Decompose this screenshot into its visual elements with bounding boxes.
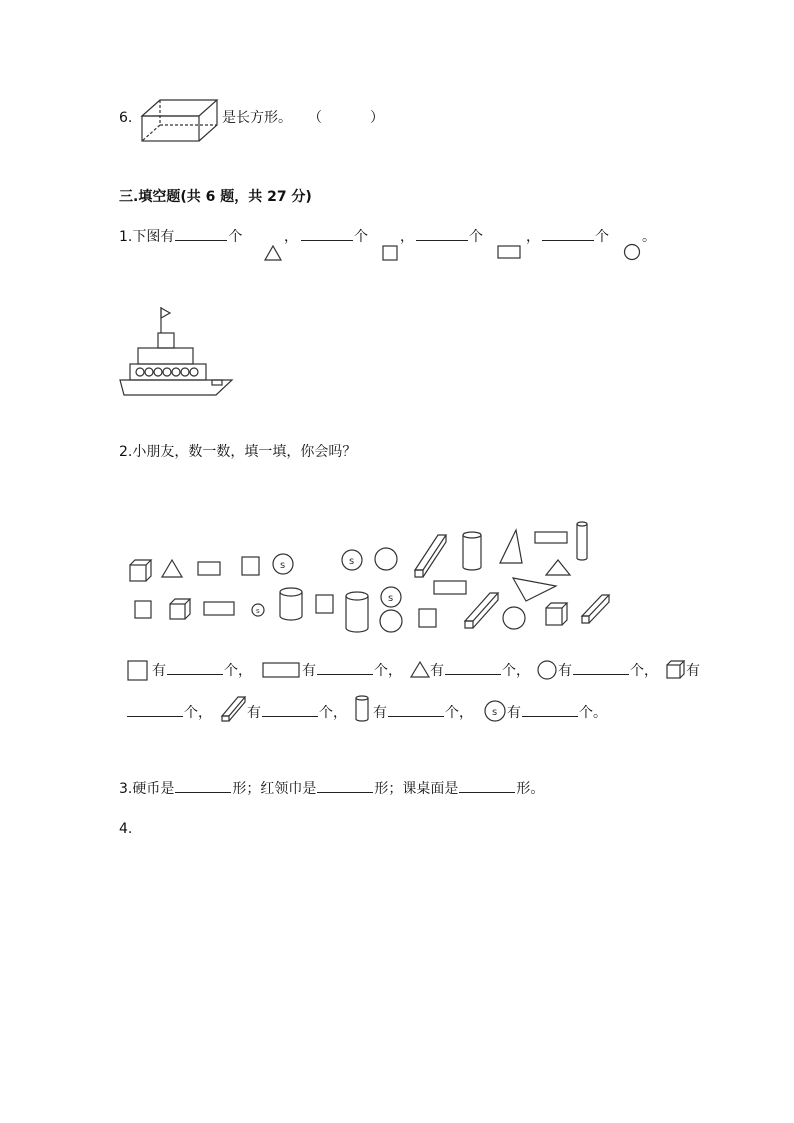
rectangle-icon <box>497 245 521 259</box>
fill1-blank-square[interactable] <box>301 228 353 241</box>
coin-3 <box>252 604 264 616</box>
coin-2 <box>342 550 362 570</box>
fill2-blank-circle[interactable] <box>573 662 629 675</box>
triangle-icon <box>264 245 282 261</box>
boat-figure <box>118 305 238 400</box>
triangle-1 <box>162 560 182 577</box>
fill3-blank-scarf[interactable] <box>317 780 373 793</box>
legend-coin-icon <box>484 700 506 722</box>
circle-icon <box>623 243 641 261</box>
svg-text:s: s <box>388 593 394 604</box>
cylinder-2 <box>577 522 587 560</box>
cylinder-3 <box>280 588 302 620</box>
fill1-blank-rectangle[interactable] <box>416 228 468 241</box>
cylinder-1 <box>463 532 481 570</box>
rectangle-1 <box>198 562 220 575</box>
fill3-blank-coin[interactable] <box>175 780 231 793</box>
square-icon <box>382 245 398 261</box>
q6-number: 6. <box>119 110 133 126</box>
cylinder-4 <box>346 592 368 632</box>
square-2 <box>135 601 151 618</box>
fill2-blank-cube[interactable] <box>127 704 183 717</box>
legend-circle-icon <box>537 660 557 680</box>
circle-1 <box>375 548 397 570</box>
fill3-line: 3.硬币是 形；红领巾是 形；课桌面是 形。 <box>119 781 545 797</box>
triangle-3 <box>546 560 570 575</box>
long-prism-1 <box>415 535 446 577</box>
square-3 <box>316 595 333 613</box>
cuboid-figure <box>140 98 220 144</box>
fill3-blank-desk[interactable] <box>459 780 515 793</box>
cube-2 <box>170 599 190 619</box>
long-prism-2 <box>465 593 498 628</box>
legend-rectangle-icon <box>262 662 300 678</box>
svg-text:s: s <box>492 707 498 718</box>
fill1-line: 1.下图有 个 <box>119 229 243 245</box>
svg-text:s: s <box>349 556 355 567</box>
legend-long-prism-icon <box>221 695 247 723</box>
rectangle-3 <box>204 602 234 615</box>
long-prism-3 <box>582 595 609 623</box>
square-4 <box>419 609 436 627</box>
square-1 <box>242 557 259 575</box>
fill2-blank-rectangle[interactable] <box>317 662 373 675</box>
circle-2 <box>380 610 402 632</box>
fill2-blank-long-prism[interactable] <box>262 704 318 717</box>
triangle-4 <box>513 578 556 601</box>
svg-text:s: s <box>280 560 286 571</box>
fill1-blank-triangle[interactable] <box>175 228 227 241</box>
triangle-2 <box>500 530 522 563</box>
fill2-question: 2.小朋友，数一数，填一填，你会吗？ <box>119 444 357 460</box>
shapes-scene <box>120 515 620 640</box>
coin-4 <box>381 587 401 607</box>
cube-1 <box>130 560 151 581</box>
fill1-blank-circle[interactable] <box>542 228 594 241</box>
q6-text: 是长方形。 （ ） <box>222 110 384 126</box>
rectangle-2 <box>535 532 567 543</box>
legend-cylinder-icon <box>354 695 370 723</box>
cube-3 <box>546 603 567 625</box>
coin-1 <box>273 554 293 574</box>
rectangle-4 <box>434 581 466 594</box>
section-title: 三.填空题(共 6 题，共 27 分) <box>119 189 312 205</box>
legend-square-icon <box>127 660 149 682</box>
circle-3 <box>503 607 525 629</box>
fill2-blank-coin[interactable] <box>522 704 578 717</box>
legend-cube-icon <box>666 660 686 680</box>
fill2-blank-cylinder[interactable] <box>388 704 444 717</box>
fill2-blank-square[interactable] <box>167 662 223 675</box>
legend-triangle-icon <box>410 661 430 679</box>
svg-text:s: s <box>256 607 260 615</box>
fill2-blank-triangle[interactable] <box>445 662 501 675</box>
fill4-number: 4. <box>119 821 133 837</box>
